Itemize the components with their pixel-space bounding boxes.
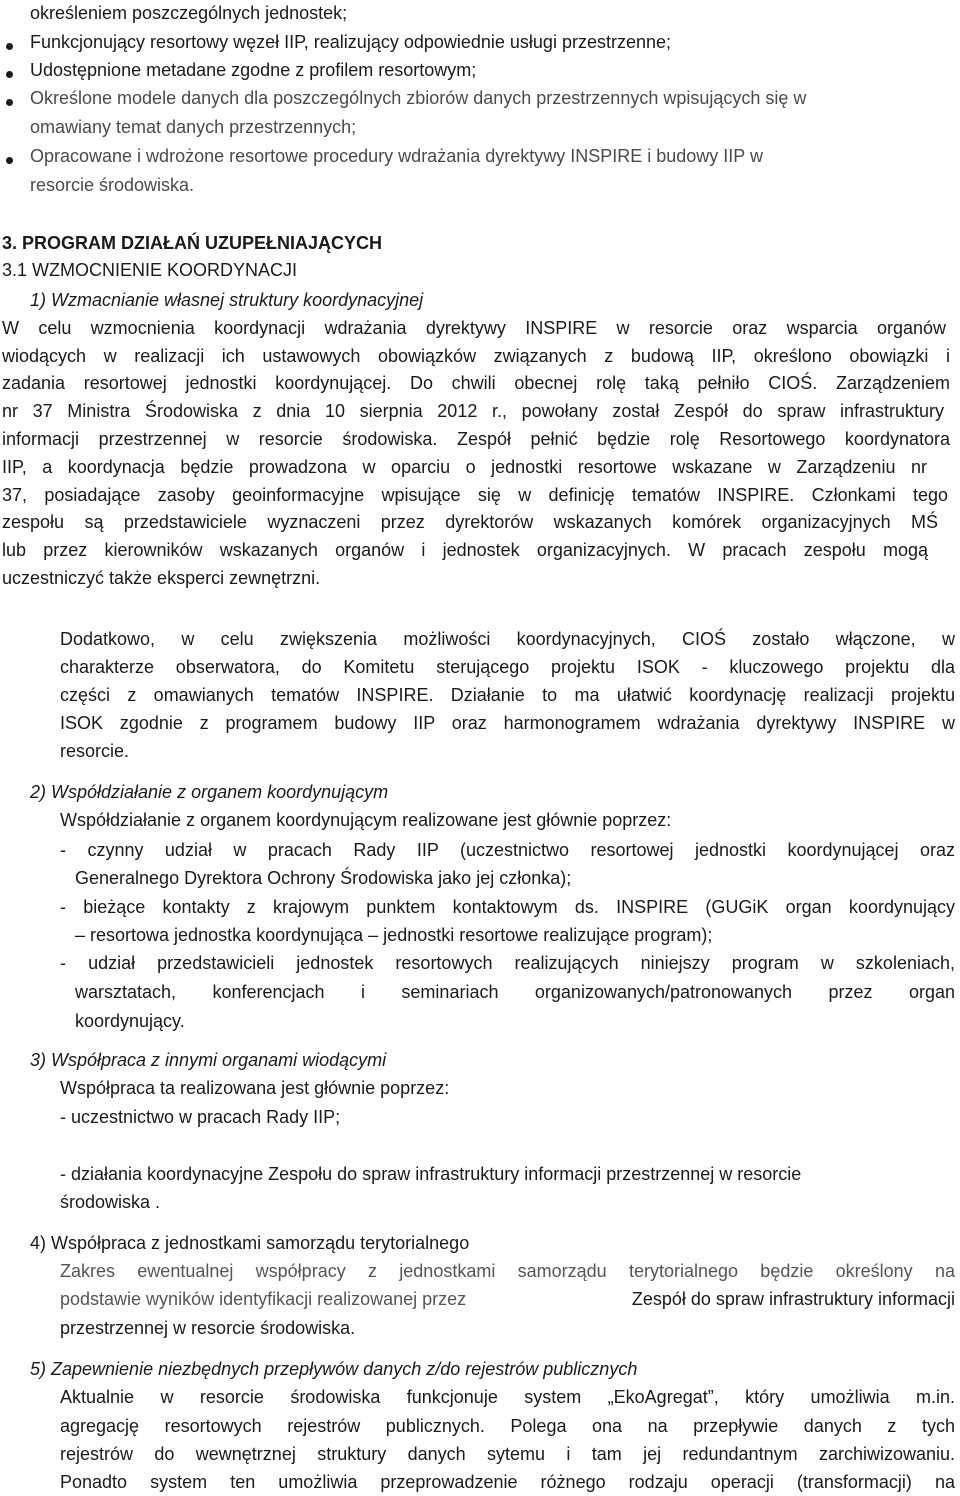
paragraph-line: 37, posiadające zasoby geoinformacyjne wpisujące się w definicję tematów INSPIRE. Członkami tego [2, 485, 948, 505]
paragraph-line: Zakres ewentualnej współpracy z jednostkami samorządu terytorialnego będzie określony na [60, 1261, 955, 1281]
paragraph-line [60, 1285, 955, 1313]
paragraph-line: lub przez kierowników wskazanych organów i jednostek organizacyjnych. W pracach zespołu mogą [2, 540, 928, 560]
paragraph-line: Aktualnie w resorcie środowiska funkcjonuje system „EkoAgregat”, który umożliwia m.in. [60, 1387, 955, 1407]
item-2-intro: Współdziałanie z organem koordynującym realizowane jest głównie poprzez: [60, 810, 672, 830]
paragraph-segment: Zespół do spraw infrastruktury informacji [631, 1289, 955, 1309]
bullet-dot [6, 157, 13, 164]
list-line: środowiska . [60, 1192, 161, 1212]
bullet-item-continuation: resorcie środowiska. [30, 175, 195, 195]
bullet-item: Funkcjonujący resortowy węzeł IIP, realizujący odpowiednie usługi przestrzenne; [30, 32, 671, 52]
bullet-dot [6, 71, 13, 78]
paragraph-line: wiodących w realizacji ich ustawowych obowiązków związanych z budową IIP, określono obowiązki i [2, 346, 950, 366]
list-line: warsztatach, konferencjach i seminariach organizowanych/patronowanych przez organ [75, 982, 955, 1002]
paragraph-line: W celu wzmocnienia koordynacji wdrażania dyrektywy INSPIRE w resorcie oraz wsparcia organów [2, 318, 946, 338]
bullet-item: Opracowane i wdrożone resortowe procedury wdrażania dyrektywy INSPIRE i budowy IIP w [30, 146, 763, 166]
paragraph-line: nr 37 Ministra Środowiska z dnia 10 sierpnia 2012 r., powołany został Zespół do spraw infrastruktury [2, 401, 944, 421]
item-4-title: 4) Współpraca z jednostkami samorządu terytorialnego [30, 1233, 470, 1253]
item-1-title: 1) Wzmacnianie własnej struktury koordynacyjnej [30, 290, 424, 310]
list-line: - uczestnictwo w pracach Rady IIP; [60, 1107, 341, 1127]
bullet-item-continuation: omawiany temat danych przestrzennych; [30, 117, 357, 137]
list-line: - działania koordynacyjne Zespołu do spraw infrastruktury informacji przestrzennej w resorcie [60, 1164, 802, 1184]
paragraph-line: zespołu są przedstawiciele wyznaczeni przez dyrektorów wskazanych komórek organizacyjnych MŚ [2, 512, 938, 532]
paragraph-line: zadania resortowej jednostki koordynującej. Do chwili obecnej rolę taką pełniło CIOŚ. Zarządzeniem [2, 373, 950, 393]
paragraph-line: agregację resortowych rejestrów publicznych. Polega ona na przepływie danych z tych [60, 1416, 955, 1436]
paragraph-line: przestrzennej w resorcie środowiska. [60, 1318, 356, 1338]
bullet-continuation: określeniem poszczególnych jednostek; [30, 3, 348, 23]
paragraph-line: charakterze obserwatora, do Komitetu sterującego projektu ISOK - kluczowego projektu dla [60, 657, 955, 677]
paragraph-line: ISOK zgodnie z programem budowy IIP oraz harmonogramem wdrażania dyrektywy INSPIRE w [60, 713, 955, 733]
list-line: – resortowa jednostka koordynująca – jednostki resortowe realizujące program); [75, 925, 713, 945]
bullet-dot [6, 43, 13, 50]
paragraph-line: uczestniczyć także eksperci zewnętrzni. [2, 568, 321, 588]
subsection-heading: 3.1 WZMOCNIENIE KOORDYNACJI [2, 260, 298, 280]
paragraph-line: informacji przestrzennej w resorcie środowiska. Zespół pełnić będzie rolę Resortowego koordynatora [2, 429, 950, 449]
list-line: - udział przedstawicieli jednostek resortowych realizujących niniejszy program w szkoleniach, [60, 953, 955, 973]
item-5-title: 5) Zapewnienie niezbędnych przepływów danych z/do rejestrów publicznych [30, 1359, 638, 1379]
list-line: koordynujący. [75, 1011, 185, 1031]
paragraph-line: resorcie. [60, 741, 130, 761]
bullet-dot [6, 99, 13, 106]
paragraph-line: Dodatkowo, w celu zwiększenia możliwości koordynacyjnych, CIOŚ zostało włączone, w [60, 629, 955, 649]
list-line: - czynny udział w pracach Rady IIP (uczestnictwo resortowej jednostki koordynującej oraz [60, 840, 955, 860]
paragraph-line: IIP, a koordynacja będzie prowadzona w oparciu o jednostki resortowe wskazane w Zarządzeniu nr [2, 457, 927, 477]
bullet-item: Określone modele danych dla poszczególnych zbiorów danych przestrzennych wpisujących się w [30, 88, 807, 108]
item-3-title: 3) Współpraca z innymi organami wiodącymi [30, 1050, 387, 1070]
item-3-intro: Współpraca ta realizowana jest głównie poprzez: [60, 1078, 450, 1098]
paragraph-line: rejestrów do wewnętrznej struktury danych sytemu i tam jej redundantnym zarchiwizowaniu. [60, 1444, 955, 1464]
section-heading: 3. PROGRAM DZIAŁAŃ UZUPEŁNIAJĄCYCH [2, 233, 383, 253]
bullet-item: Udostępnione metadane zgodne z profilem resortowym; [30, 60, 477, 80]
list-line: - bieżące kontakty z krajowym punktem kontaktowym ds. INSPIRE (GUGiK organ koordynujący [60, 897, 955, 917]
item-2-title: 2) Współdziałanie z organem koordynującym [30, 782, 389, 802]
paragraph-line: Ponadto system ten umożliwia przeprowadzenie różnego rodzaju operacji (transformacji) na [60, 1472, 955, 1492]
list-line: Generalnego Dyrektora Ochrony Środowiska jako jej członka); [75, 868, 572, 888]
paragraph-line: części z omawianych tematów INSPIRE. Działanie to ma ułatwić koordynację realizacji projektu [60, 685, 955, 705]
paragraph-segment: podstawie wyników identyfikacji realizowanej przez [60, 1289, 467, 1309]
